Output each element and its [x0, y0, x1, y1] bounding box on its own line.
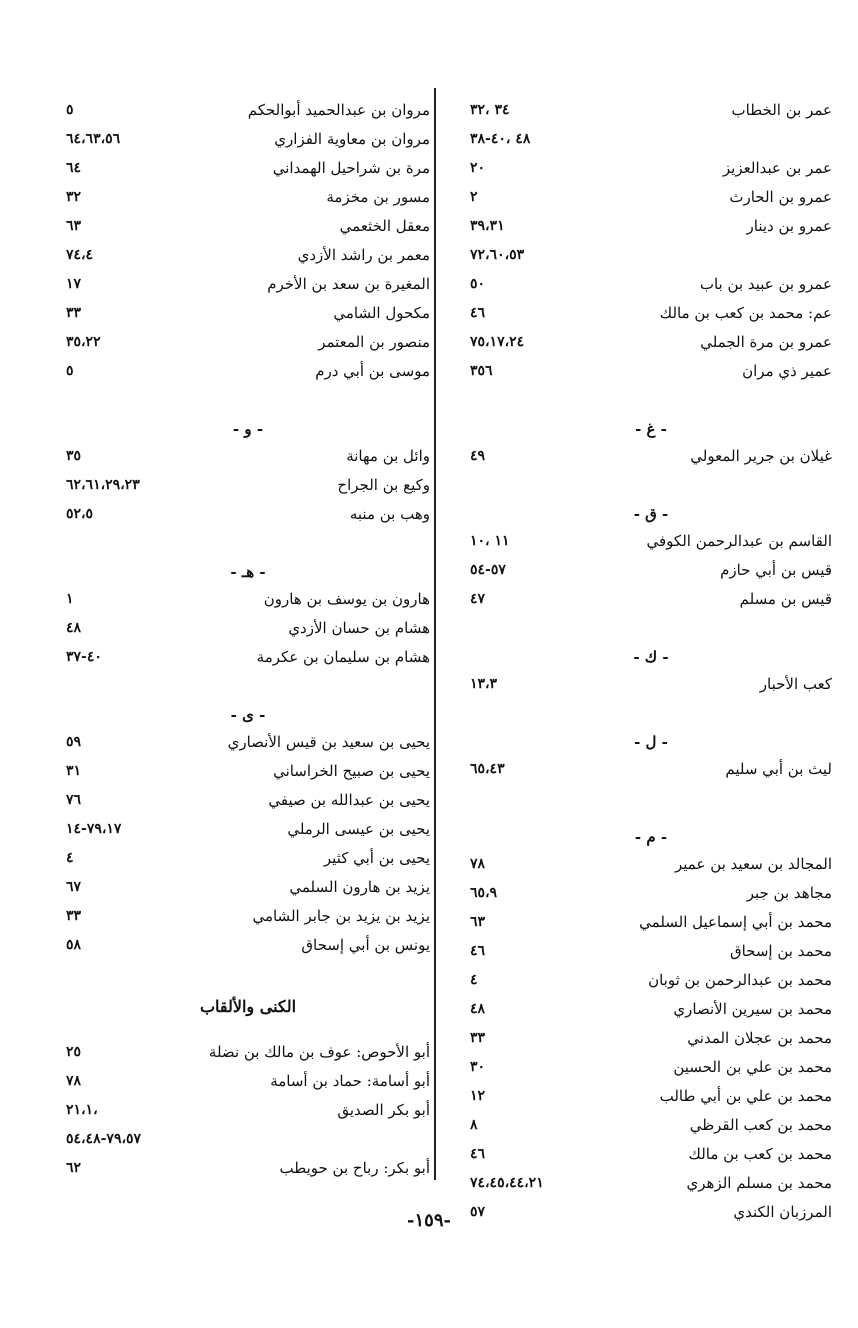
entry-name: غيلان بن جرير المعولي [690, 447, 832, 465]
index-entry [470, 1082, 832, 1111]
entry-pages: ٦٥،٩ [470, 885, 498, 901]
entry-name: محمد بن كعب بن مالك [688, 1145, 832, 1163]
entry-pages: ٥ [66, 363, 74, 379]
index-entry [470, 966, 832, 995]
index-entry [66, 125, 430, 154]
entry-name: المغيرة بن سعد بن الأخرم [267, 275, 430, 293]
index-entry [66, 1038, 430, 1067]
entry-name: محمد بن كعب القرظي [689, 1116, 832, 1134]
index-entry [470, 527, 832, 556]
entry-name: محمد بن عبدالرحمن بن ثوبان [648, 971, 832, 989]
entry-pages: ٦٣ [470, 914, 486, 930]
entry-name: أبو بكر: رباح بن حويطب [279, 1159, 430, 1177]
left-column [66, 96, 430, 1183]
entry-pages: ٣٩،٣١ [470, 218, 505, 234]
entry-pages: ٣٠ [470, 1059, 486, 1075]
entry-pages: ٥٠ [470, 276, 486, 292]
entry-name: يحيى بن أبي كثير [323, 849, 430, 867]
entry-name: ليث بن أبي سليم [725, 760, 832, 778]
entry-name: موسى بن أبي درم [315, 362, 430, 380]
entry-name: معقل الخثعمي [339, 217, 430, 235]
section-letter: - ك - [633, 648, 669, 666]
entry-pages: ٣٥ [66, 448, 82, 464]
index-entry [470, 212, 832, 241]
index-entry [66, 757, 430, 786]
entry-pages: ٤٦ [470, 1146, 486, 1162]
index-entry [66, 357, 430, 386]
entry-name: محمد بن علي بن الحسين [673, 1058, 832, 1076]
entry-name: يونس بن أبي إسحاق [301, 936, 430, 954]
entry-pages: ٤٦ [470, 305, 486, 321]
entry-name: أبو بكر الصديق [337, 1101, 430, 1119]
right-column [470, 96, 832, 1227]
index-entry [470, 1140, 832, 1169]
index-entry [66, 873, 430, 902]
index-entry [66, 931, 430, 960]
entry-name: يحيى بن صبيح الخراساني [273, 762, 430, 780]
entry-pages: ٦٥،٤٣ [470, 761, 505, 777]
index-entry [470, 442, 832, 471]
entry-pages: ٥ [66, 102, 74, 118]
entry-pages: ٧٦ [66, 792, 82, 808]
entry-pages: ٣٤ ،٣٢ [470, 102, 510, 118]
entry-name: هشام بن سليمان بن عكرمة [256, 648, 430, 666]
entry-pages: ١٣،٣ [470, 676, 498, 692]
index-entry [66, 96, 430, 125]
entry-pages: ٥٢،٥ [66, 506, 94, 522]
index-entry [66, 299, 430, 328]
index-entry [470, 995, 832, 1024]
column-divider [434, 88, 436, 1180]
entry-pages: ٢٥ [66, 1044, 82, 1060]
index-entry [66, 815, 430, 844]
index-entry [470, 183, 832, 212]
spacer [66, 960, 430, 990]
entry-pages: ٥٧-٥٤ [470, 562, 506, 578]
index-entry [470, 125, 832, 154]
index-entry [470, 908, 832, 937]
spacer [470, 784, 832, 824]
entry-pages: ٤٩ [470, 448, 486, 464]
entry-pages: ٣٣ [66, 305, 82, 321]
entry-name: يحيى بن سعيد بن قيس الأنصاري [227, 733, 430, 751]
section-letter: - و - [232, 420, 264, 438]
entry-name: عمرو بن مرة الجملي [700, 333, 832, 351]
entry-name: مروان بن عبدالحميد أبوالحكم [247, 101, 430, 119]
entry-pages: ٣٥،٢٢ [66, 334, 101, 350]
entry-pages: ٤٨ [66, 620, 82, 636]
entry-pages: ٤٦ [470, 943, 486, 959]
index-entry [66, 270, 430, 299]
entry-pages: ٤ [470, 972, 478, 988]
entry-name: عمرو بن عبيد بن باب [699, 275, 832, 293]
entry-pages: ٣٣ [470, 1030, 486, 1046]
index-entry [66, 786, 430, 815]
spacer [470, 386, 832, 416]
entry-pages: ٤٧ [470, 591, 486, 607]
entry-pages: ٦٧ [66, 879, 82, 895]
entry-name: عمر بن الخطاب [731, 101, 832, 119]
index-entry [470, 154, 832, 183]
index-entry [470, 1053, 832, 1082]
entry-pages: ١٢ [470, 1088, 486, 1104]
entry-name: أبو الأحوص: عوف بن مالك بن نضلة [208, 1043, 430, 1061]
entry-name: وكيع بن الجراح [337, 476, 430, 494]
entry-pages: ٤٨ ،٤٠-٣٨ [470, 131, 531, 147]
entry-pages: ،٢١،١ [66, 1102, 98, 1118]
index-entry [66, 728, 430, 757]
index-entry [66, 442, 430, 471]
index-entry [470, 556, 832, 585]
entry-name: مروان بن معاوية الفزاري [274, 130, 430, 148]
entry-name: يحيى بن عبدالله بن صيفي [268, 791, 430, 809]
entry-pages: ٧٤،٤ [66, 247, 94, 263]
index-entry [66, 1125, 430, 1154]
entry-pages: ٤ [66, 850, 74, 866]
entry-pages: ٧٩،١٧-١٤ [66, 821, 122, 837]
entry-name: كعب الأحبار [759, 675, 832, 693]
entry-pages: ٥٩ [66, 734, 82, 750]
index-entry [66, 1067, 430, 1096]
index-entry [66, 328, 430, 357]
entry-pages: ٥٧ [470, 1204, 486, 1220]
index-entry [66, 614, 430, 643]
entry-pages: ٣٢ [66, 189, 82, 205]
index-entry [66, 212, 430, 241]
entry-name: هارون بن يوسف بن هارون [263, 590, 430, 608]
section-letter: - ى - [230, 706, 266, 724]
entry-pages: ١ [66, 591, 74, 607]
entry-name: محمد بن إسحاق [729, 942, 832, 960]
entry-name: المجالد بن سعيد بن عمير [675, 855, 832, 873]
entry-pages: ٧٨ [470, 856, 486, 872]
index-entry [470, 1169, 832, 1198]
index-entry [66, 844, 430, 873]
entry-name: مكحول الشامي [333, 304, 430, 322]
index-entry [470, 585, 832, 614]
entry-pages: ٧٤،٤٥،٤٤،٢١ [470, 1175, 544, 1191]
entry-name: منصور بن المعتمر [318, 333, 430, 351]
entry-pages: ٢ [470, 189, 478, 205]
section-letter: - غ - [635, 420, 667, 438]
section-letter: - م - [634, 828, 668, 846]
index-entry [470, 1024, 832, 1053]
entry-pages: ٦٤،٦٣،٥٦ [66, 131, 121, 147]
entry-name: عمرو بن دينار [746, 217, 832, 235]
entry-name: هشام بن حسان الأزدي [288, 619, 430, 637]
entry-name: محمد بن عجلان المدني [687, 1029, 832, 1047]
section-letter: - ق - [633, 505, 669, 523]
section-title: الكنى والألقاب [199, 997, 297, 1016]
entry-pages: ٢٠ [470, 160, 486, 176]
index-entry [470, 270, 832, 299]
entry-name: محمد بن علي بن أبي طالب [659, 1087, 832, 1105]
entry-pages: ٣٥٦ [470, 363, 493, 379]
spacer [66, 672, 430, 702]
index-entry [66, 902, 430, 931]
entry-name: محمد بن سيرين الأنصاري [673, 1000, 832, 1018]
entry-pages: ٨ [470, 1117, 478, 1133]
entry-name: محمد بن أبي إسماعيل السلمي [639, 913, 832, 931]
entry-pages: ٧٨ [66, 1073, 82, 1089]
entry-pages: ٦٣ [66, 218, 82, 234]
entry-name: القاسم بن عبدالرحمن الكوفي [646, 532, 832, 550]
spacer [66, 1024, 430, 1038]
entry-pages: ٧٢،٦٠،٥٣ [470, 247, 525, 263]
index-entry [470, 937, 832, 966]
entry-name: وائل بن مهانة [346, 447, 430, 465]
index-entry [66, 183, 430, 212]
entry-name: المرزبان الكندي [733, 1203, 832, 1221]
entry-pages: ٧٩،٥٧-٥٤،٤٨ [66, 1131, 142, 1147]
entry-pages: ١١ ،١٠ [470, 533, 510, 549]
index-entry [66, 500, 430, 529]
index-entry [66, 241, 430, 270]
entry-pages: ٤٠-٣٧ [66, 649, 102, 665]
index-entry [66, 1096, 430, 1125]
index-entry [470, 96, 832, 125]
entry-name: مجاهد بن جبر [746, 884, 832, 902]
entry-name: عمير ذي مران [742, 362, 832, 380]
spacer [66, 529, 430, 559]
entry-name: عمر بن عبدالعزيز [722, 159, 832, 177]
index-entry [470, 1111, 832, 1140]
spacer [470, 471, 832, 501]
entry-pages: ٧٥،١٧،٢٤ [470, 334, 525, 350]
entry-name: يزيد بن يزيد بن جابر الشامي [252, 907, 430, 925]
section-letter: - هـ - [230, 563, 266, 581]
index-entry [470, 328, 832, 357]
entry-pages: ١٧ [66, 276, 82, 292]
index-entry [66, 1154, 430, 1183]
index-entry [66, 585, 430, 614]
index-entry [470, 241, 832, 270]
section-letter: - ل - [634, 733, 668, 751]
entry-name: يزيد بن هارون السلمي [289, 878, 430, 896]
index-entry [66, 471, 430, 500]
page-number: -١٥٩- [407, 1210, 451, 1231]
index-entry [470, 357, 832, 386]
entry-name: معمر بن راشد الأزدي [297, 246, 430, 264]
entry-name: مرة بن شراحيل الهمداني [272, 159, 430, 177]
spacer [470, 699, 832, 729]
entry-pages: ٦٢ [66, 1160, 82, 1176]
entry-pages: ٦٤ [66, 160, 82, 176]
index-entry [66, 643, 430, 672]
entry-name: مسور بن مخزمة [326, 188, 430, 206]
index-entry [470, 850, 832, 879]
entry-pages: ٣١ [66, 763, 82, 779]
index-entry [470, 879, 832, 908]
entry-name: محمد بن مسلم الزهري [686, 1174, 832, 1192]
index-entry [470, 670, 832, 699]
index-entry [470, 299, 832, 328]
entry-name: عمرو بن الحارث [729, 188, 832, 206]
spacer [66, 386, 430, 416]
entry-pages: ٣٣ [66, 908, 82, 924]
entry-pages: ٥٨ [66, 937, 82, 953]
entry-name: قيس بن أبي حازم [720, 561, 832, 579]
entry-name: عم: محمد بن كعب بن مالك [659, 304, 832, 322]
entry-name: قيس بن مسلم [739, 590, 832, 608]
entry-pages: ٦٢،٦١،٢٩،٢٣ [66, 477, 140, 493]
entry-pages: ٤٨ [470, 1001, 486, 1017]
index-entry [66, 154, 430, 183]
entry-name: يحيى بن عيسى الرملي [287, 820, 430, 838]
spacer [470, 614, 832, 644]
entry-name: وهب بن منبه [349, 505, 430, 523]
index-entry [470, 755, 832, 784]
entry-name: أبو أسامة: حماد بن أسامة [270, 1072, 430, 1090]
